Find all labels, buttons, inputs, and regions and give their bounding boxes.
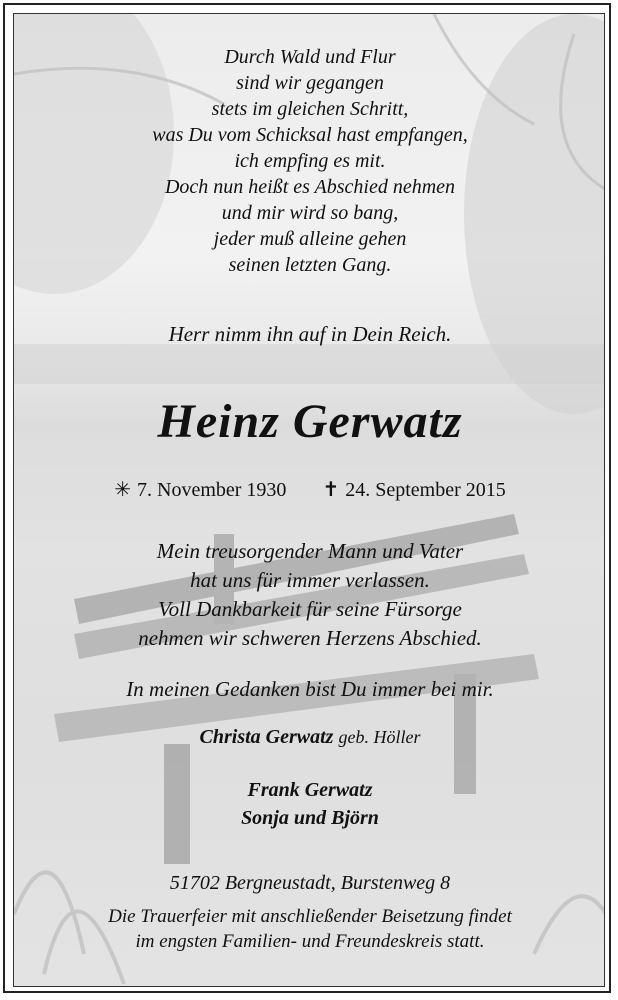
- family-line: Frank Gerwatz: [247, 779, 373, 801]
- memorial-thought: In meinen Gedanken bist Du immer bei mir.: [126, 677, 494, 701]
- poem-line: Durch Wald und Flur: [224, 46, 396, 68]
- poem-line: seinen letzten Gang.: [228, 254, 392, 276]
- birth-star-icon: ✳: [114, 479, 132, 501]
- family-signature: [14, 776, 605, 832]
- deceased-name: Heinz Gerwatz: [157, 395, 463, 448]
- tribute-line: hat uns für immer verlassen.: [190, 568, 430, 592]
- poem-line: jeder muß alleine gehen: [213, 228, 407, 250]
- widow-signature: [14, 726, 605, 749]
- poem-line: stets im gleichen Schritt,: [211, 98, 409, 120]
- widow-name: Christa Gerwatz: [199, 726, 334, 748]
- tribute-line: Voll Dankbarkeit für seine Fürsorge: [158, 597, 462, 621]
- birth-date: 7. November 1930: [137, 479, 287, 501]
- poem-line: was Du vom Schicksal hast empfangen,: [152, 124, 468, 146]
- family-line: Sonja und Björn: [241, 807, 379, 829]
- ceremony-line: im engsten Familien- und Freundeskreis statt.: [135, 931, 485, 952]
- prayer: Herr nimm ihn auf in Dein Reich.: [168, 322, 452, 346]
- tribute: [14, 537, 605, 653]
- ceremony-line: Die Trauerfeier mit anschließender Beisetzung findet: [108, 906, 512, 927]
- poem-line: ich empfing es mit.: [234, 150, 386, 172]
- death-date: 24. September 2015: [345, 479, 506, 501]
- ceremony-notice: [14, 904, 605, 954]
- obituary-panel: [13, 13, 605, 987]
- poem-line: und mir wird so bang,: [221, 202, 399, 224]
- widow-maiden-name: geb. Höller: [338, 727, 421, 747]
- death-cross-icon: ✝: [322, 479, 340, 501]
- tribute-line: nehmen wir schweren Herzens Abschied.: [138, 626, 482, 650]
- mourning-address: 51702 Bergneustadt, Burstenweg 8: [169, 872, 451, 894]
- poem-line: Doch nun heißt es Abschied nehmen: [164, 176, 456, 198]
- tribute-line: Mein treusorgender Mann und Vater: [156, 539, 464, 563]
- poem: [14, 44, 605, 278]
- life-dates: [14, 477, 605, 502]
- poem-line: sind wir gegangen: [236, 72, 384, 94]
